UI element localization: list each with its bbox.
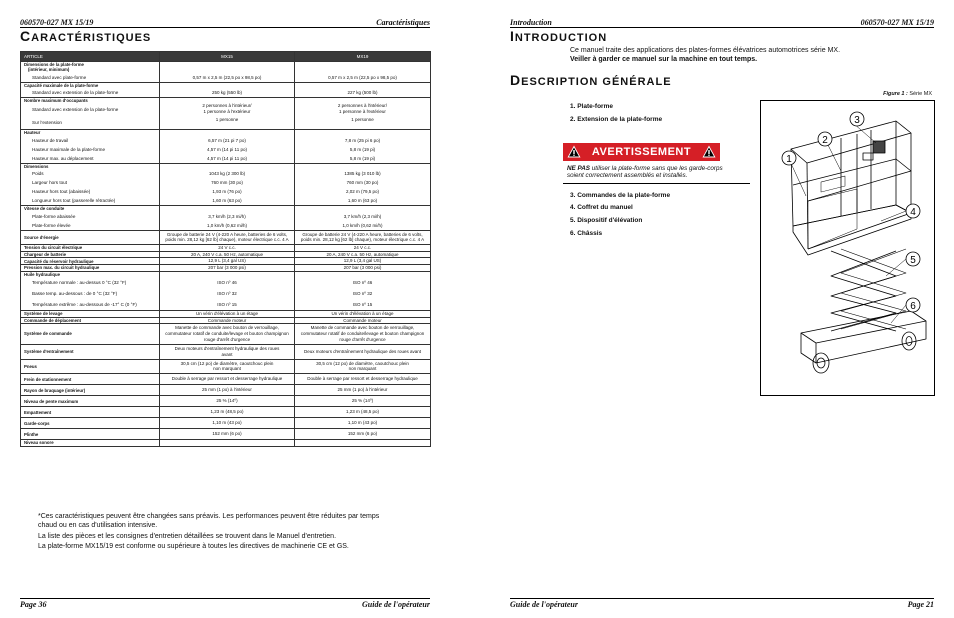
figure-mx-lift xyxy=(760,100,935,396)
warning-message: NE PAS utiliser la plate-forme sans que les garde-corps soient correctement assemblés et installés. xyxy=(567,165,723,179)
table-row: Vitesse de conduite Plate-forme abaissée Plate-forme élevée 3,7 km/h (2,3 mi/h) 1,0 km/h (0,62 mi/h) 3,7 km/h (2,3 mi/h) 1,0 km/h (0,62 mi/h) xyxy=(21,206,431,230)
table-row: Commande de déplacement Commande moteur Commande moteur xyxy=(21,317,431,324)
left-footer-rule xyxy=(20,598,430,599)
callout-label: 5 xyxy=(910,255,916,266)
table-row: Garde-corps 1,10 m (43 po) 1,10 m (43 po) xyxy=(21,418,431,429)
warning-divider xyxy=(563,183,750,184)
warning-label: AVERTISSEMENT xyxy=(591,146,692,158)
page-title-caracteristiques: CARACTÉRISTIQUES xyxy=(20,28,152,44)
list-item-manual-box: 4. Coffret du manuel xyxy=(570,204,633,211)
table-row: Huile hydraulique Température normale : au-dessus 0 °C (32 °F) Basse temp. au-dessous : de 0 °C (32 °F) Température extrême : au-dessous de -17° C (0 °F) ISO nº 46 ISO nº 32 ISO nº 15 ISO nº 46 ISO nº 32 ISO nº 15 xyxy=(21,271,431,310)
warning-banner xyxy=(563,143,720,161)
intro-keep-manual: Veiller à garder ce manuel sur la machine en tout temps. xyxy=(570,56,758,63)
table-header-row xyxy=(21,52,431,62)
left-header-doc-number: 060570-027 MX 15/19 xyxy=(20,18,94,27)
right-footer-rule xyxy=(510,598,934,599)
scissor-lift-illustration xyxy=(761,101,934,395)
list-item-lift-mechanism: 5. Dispositif d'élévation xyxy=(570,217,643,224)
list-item-platform: 1. Plate-forme xyxy=(570,103,613,110)
table-row: Pneus 30,5 cm (12 po) de diamètre, caoutchouc plein non marquant 30,5 cm (12 po) de diamètre, caoutchouc plein non marquant xyxy=(21,359,431,374)
left-footer-page-number: Page 36 xyxy=(20,600,47,609)
table-row: Système d'entraînement Deux moteurs d'entraînement hydraulique des roues avant Deux moteurs d'entraînement hydraulique des roues avant xyxy=(21,344,431,359)
list-item-chassis: 6. Châssis xyxy=(570,230,603,237)
callout-label: 1 xyxy=(786,154,792,165)
table-row: Frein de stationnement Double à serrage par ressort et desserrage hydraulique Double à serrage par ressort et desserrage hydraulique xyxy=(21,374,431,385)
col-header-mx15: MX15 xyxy=(160,52,295,62)
table-row: Capacité du réservoir hydraulique 12,9 L (3,4 gal US) 12,9 L (3,4 gal US) xyxy=(21,258,431,265)
callout-label: 3 xyxy=(854,115,860,126)
table-row: Niveau sonore xyxy=(21,440,431,446)
warning-triangle-icon xyxy=(702,145,716,158)
right-footer-page-number: Page 21 xyxy=(907,600,934,609)
table-row: Source d'énergie Groupe de batterie 24 V (4-220 A heure, batteries de 6 volts, poids min. 28,12 kg [62 lb] chaque), moteur électrique c.c. 4 A Groupe de batterie 24 V (4-220 A heure, batteries de 6 volts, poids min. 28,12 kg [62 lb] chaque), moteur électrique c.c. 4 A xyxy=(21,230,431,245)
table-row: Dimensions Poids Largeur hors tout Hauteur hors tout (abaissée) Longueur hors tout (passerelle rétractée) 1043 kg (2 300 lb) 760 mm (30 po) 1,93 m (76 po) 1,60 m (63 po) 1385 kg (3 010 lb) 760 mm (30 po) 2,02 m (79,5 po) 1,60 m (63 po) xyxy=(21,163,431,205)
table-row: Système de levage Un vérin d'élévation à un étage Un vérin d'élévation à un étage xyxy=(21,311,431,318)
note-parts-list: La liste des pièces et les consignes d'entretien détaillées se trouvent dans le Manuel d'entretien. xyxy=(38,533,337,540)
table-row: Système de commande Manette de commande avec bouton de verrouillage, commutateur rotatif de conduite/levage et bouton champignon rouge d'arrêt d'urgence Manette de commande avec bouton de verrouillage, commutateur rotatif de conduite/levage et bouton champignon rouge d'arrêt d'urgence xyxy=(21,324,431,345)
col-header-mx19: MX19 xyxy=(295,52,431,62)
list-item-platform-extension: 2. Extension de la plate-forme xyxy=(570,116,663,123)
table-row: Pression max. du circuit hydraulique 207 bar (3 000 psi) 207 bar (3 000 psi) xyxy=(21,265,431,272)
warning-triangle-icon xyxy=(567,145,581,158)
callout-label: 4 xyxy=(910,207,916,218)
table-row: Tension du circuit électrique 24 V c.c. 24 V c.c. xyxy=(21,245,431,252)
list-item-platform-controls: 3. Commandes de la plate-forme xyxy=(570,192,671,199)
table-row: Chargeur de batterie 20 A, 240 V c.a. 50 Hz, automatique 20 A, 240 V c.a. 50 Hz, automatique xyxy=(21,251,431,258)
table-row: Hauteur Hauteur de travail Hauteur maximale de la plate-forme Hauteur max. au déplacement 6,57 m (21 pi 7 po) 4,57 m (14 pi 11 po) 4,57 m (14 pi 11 po) 7,8 m (25 pi 6 po) 5,8 m (19 pi) 5,8 m (19 pi) xyxy=(21,130,431,163)
right-header-section: Introduction xyxy=(510,18,552,27)
callout-label: 6 xyxy=(910,301,916,312)
specifications-table xyxy=(20,51,431,447)
table-row: Empattement 1,23 m (48,5 po) 1,23 m (48,5 po) xyxy=(21,407,431,418)
left-footer-guide: Guide de l'opérateur xyxy=(362,600,430,609)
right-header-doc-number: 060570-027 MX 15/19 xyxy=(860,18,934,27)
table-row: Plinthe 152 mm (6 po) 152 mm (6 po) xyxy=(21,429,431,440)
left-header-section: Caractéristiques xyxy=(376,18,430,27)
right-footer-guide: Guide de l'opérateur xyxy=(510,600,578,609)
table-row: Capacité maximale de la plate-forme Standard avec extension de la plate-forme 250 kg (550 lb) 227 kg (500 lb) xyxy=(21,82,431,97)
table-row: Rayon de braquage (intérieur) 25 mm (1 po) à l'intérieur 25 mm (1 po) à l'intérieur xyxy=(21,385,431,396)
col-header-article: ARTICLE xyxy=(21,52,160,62)
section-title-introduction: INTRODUCTION xyxy=(510,28,608,44)
section-title-description: DESCRIPTION GÉNÉRALE xyxy=(510,72,672,88)
figure-caption: Figure 1 : Série MX xyxy=(883,91,932,97)
note-ce-compliance: La plate-forme MX15/19 est conforme ou supérieure à toutes les directives de machinerie CE et GS. xyxy=(38,543,349,550)
note-specs-change-line1: *Ces caractéristiques peuvent être changées sans préavis. Les performances peuvent être réduites par temps xyxy=(38,513,380,520)
intro-text: Ce manuel traite des applications des plates-formes élévatrices automotrices série MX. xyxy=(570,47,841,54)
table-row: Niveau de pente maximum 25 % (14º) 25 % (14º) xyxy=(21,396,431,407)
table-row: Dimensions de la plate-forme (intérieur, minimum) Standard avec plate-forme 0,57 m x 2,5 m (22,5 po x 98,5 po) 0,57 m x 2,5 m (22,5 po x 98,5 po) xyxy=(21,62,431,83)
note-specs-change-line2: chaud ou en cas d'utilisation intensive. xyxy=(38,522,158,529)
callout-label: 2 xyxy=(822,135,828,146)
table-row: Nombre maximum d'occupants Standard avec extension de la plate-forme Sur l'extension 2 personnes à l'intérieur/ 1 personne à l'extérieur 1 personne 2 personnes à l'intérieur/ 1 personne à l'extérieur 1 personne xyxy=(21,98,431,130)
